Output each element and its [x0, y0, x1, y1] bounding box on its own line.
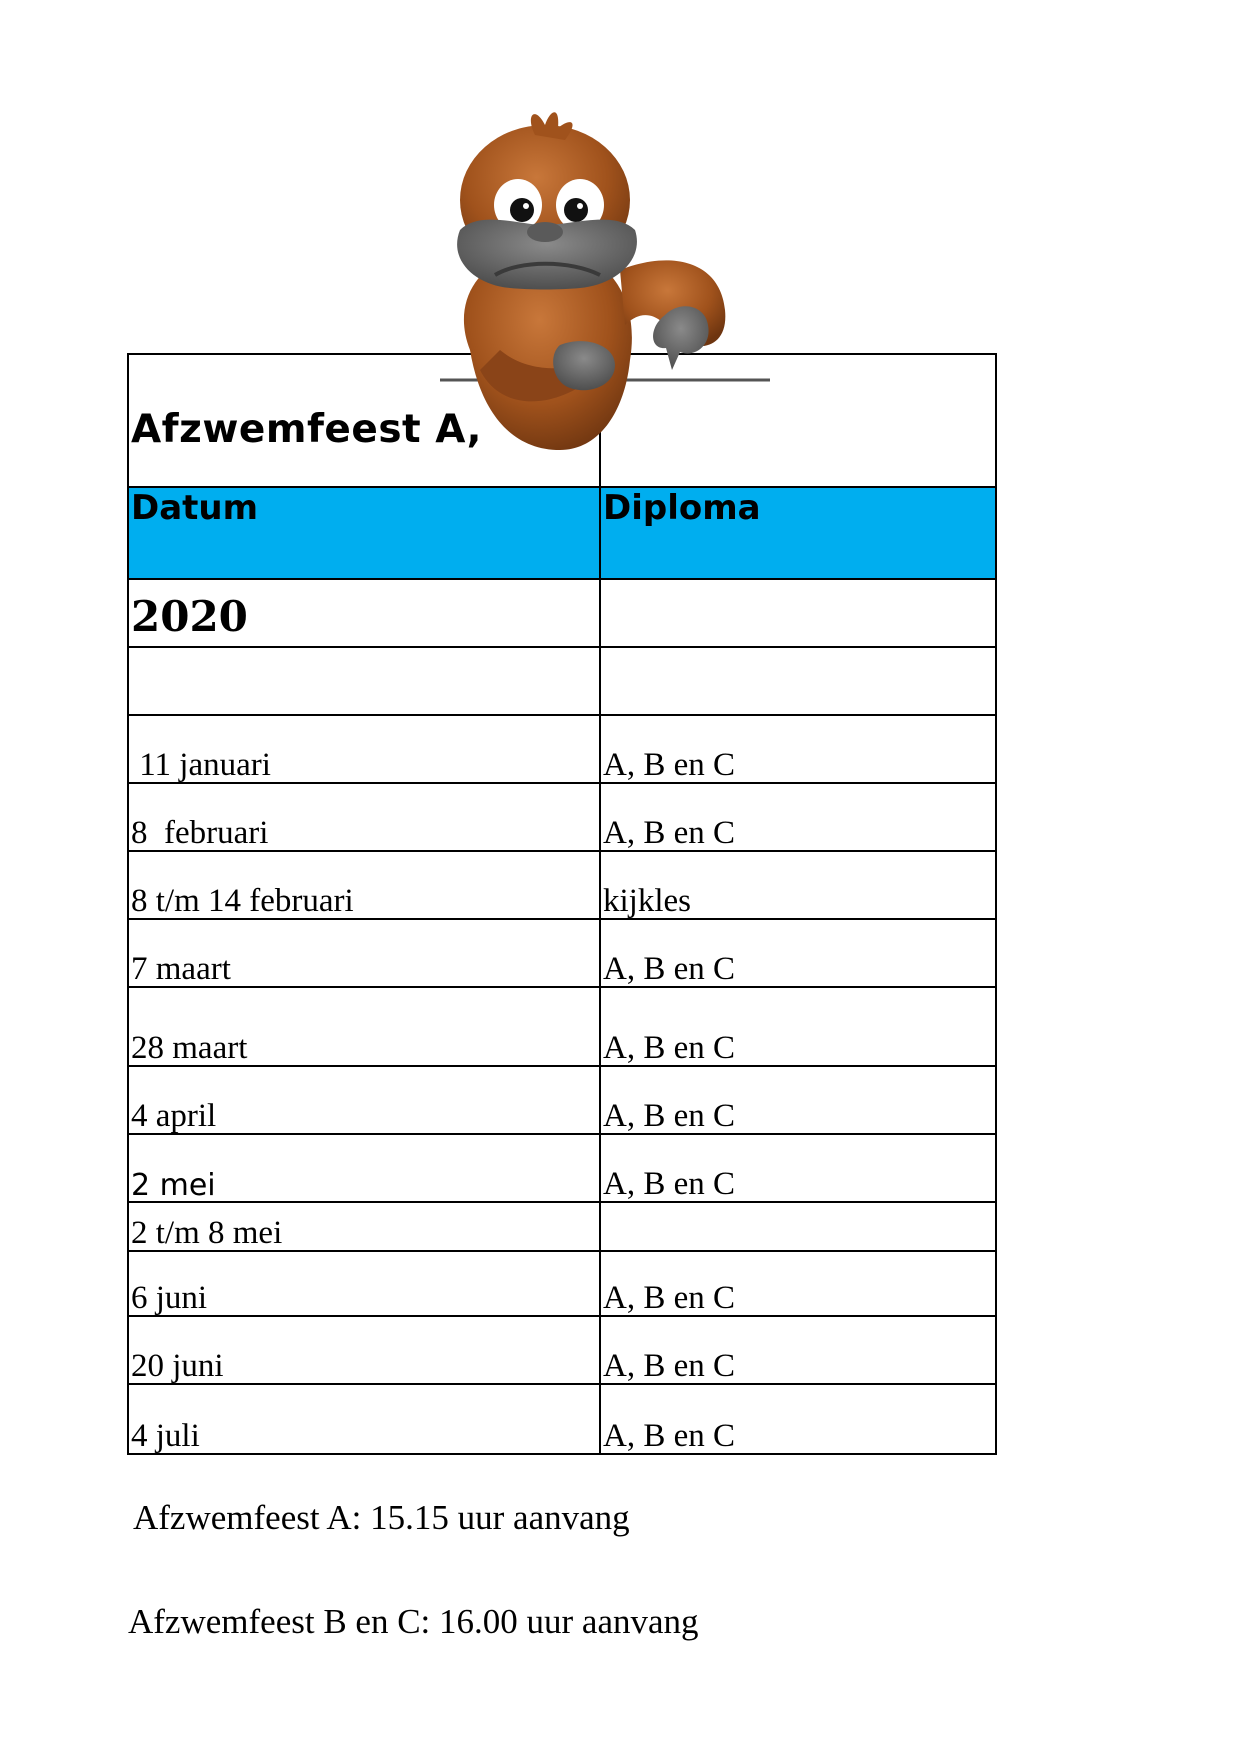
row-date: 11 januari [131, 747, 271, 782]
row-diploma: A, B en C [603, 1098, 735, 1133]
row-diploma: A, B en C [603, 1280, 735, 1315]
row-date: 6 juni [131, 1280, 208, 1315]
table-row [129, 784, 995, 852]
table-row [129, 1385, 995, 1453]
row-diploma: A, B en C [603, 1030, 735, 1065]
row-date: 8 februari [131, 815, 269, 850]
table-row [129, 920, 995, 988]
table-row [129, 1252, 995, 1317]
row-diploma: kijkles [603, 883, 691, 918]
row-date: 7 maart [131, 951, 231, 986]
table-title: Afzwemfeest A, [131, 407, 482, 452]
row-date: 4 april [131, 1098, 217, 1133]
table-row [129, 988, 995, 1067]
empty-row [129, 648, 995, 716]
table-row [129, 1317, 995, 1385]
row-date: 20 juni [131, 1348, 224, 1383]
table-row [129, 1135, 995, 1203]
row-diploma: A, B en C [603, 951, 735, 986]
row-date: 2 mei [131, 1168, 216, 1201]
row-diploma: A, B en C [603, 1348, 735, 1383]
row-date: 4 juli [131, 1418, 200, 1453]
row-diploma: A, B en C [603, 1166, 735, 1201]
year-row [129, 580, 995, 648]
row-diploma: A, B en C [603, 1418, 735, 1453]
schedule-table [127, 353, 997, 1455]
note-afzwemfeest-a: Afzwemfeest A: 15.15 uur aanvang [133, 1498, 630, 1537]
table-row [129, 1067, 995, 1135]
table-header-row [129, 488, 995, 580]
year-label: 2020 [131, 592, 248, 641]
row-date: 28 maart [131, 1030, 248, 1065]
row-date: 8 t/m 14 februari [131, 883, 354, 918]
row-date: 2 t/m 8 mei [131, 1215, 283, 1250]
header-datum: Datum [131, 488, 259, 528]
note-afzwemfeest-bc: Afzwemfeest B en C: 16.00 uur aanvang [128, 1602, 699, 1641]
table-row [129, 1203, 995, 1252]
table-row [129, 716, 995, 784]
table-row [129, 852, 995, 920]
header-diploma: Diploma [603, 488, 761, 528]
row-diploma: A, B en C [603, 747, 735, 782]
platypus-mascot-icon [440, 110, 770, 500]
row-diploma: A, B en C [603, 815, 735, 850]
